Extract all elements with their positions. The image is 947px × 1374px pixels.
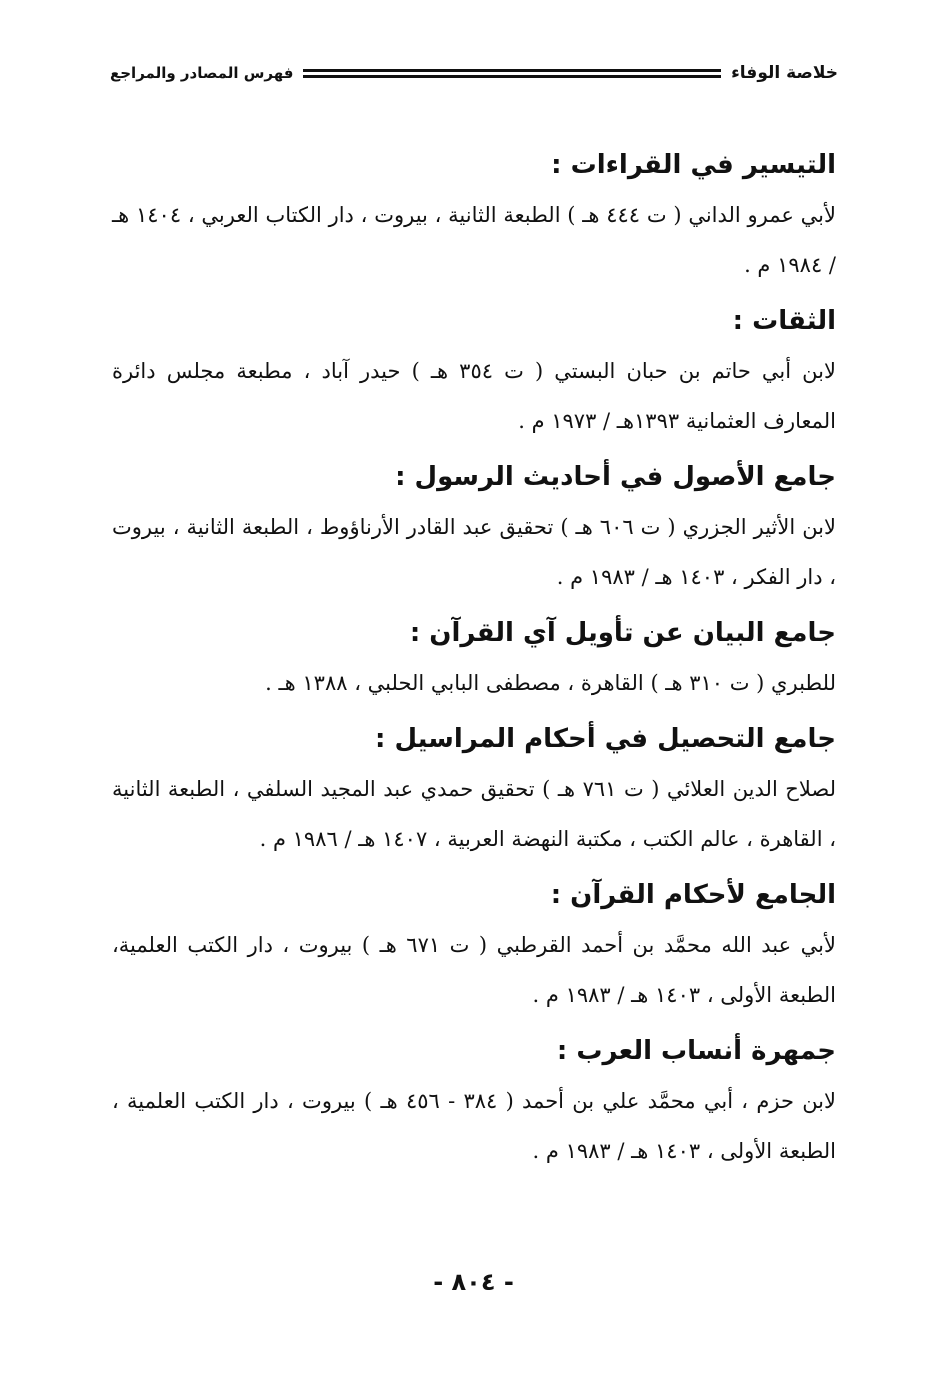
entry-title: جامع الأصول في أحاديث الرسول : — [395, 462, 836, 492]
entry-body: لصلاح الدين العلائي ( ت ٧٦١ هـ ) تحقيق حمدي عبد المجيد السلفي ، الطبعة الثانية ، القاهرة ، عالم الكتب ، مكتبة النهضة العربية ، ١٤٠٧ هـ / ١٩٨٦ م . — [112, 777, 836, 851]
running-header — [110, 56, 838, 90]
header-book-title: خلاصة الوفاء — [731, 63, 838, 83]
entry-body: لأبي عمرو الداني ( ت ٤٤٤ هـ ) الطبعة الثانية ، بيروت ، دار الكتاب العربي ، ١٤٠٤ هـ / ١٩٨٤ م . — [112, 203, 837, 277]
entry-title: الثقات : — [732, 306, 836, 336]
entry-title: جامع التحصيل في أحكام المراسيل : — [375, 724, 836, 754]
bibliography-entry — [112, 1026, 836, 1176]
entry-body: لابن أبي حاتم بن حبان البستي ( ت ٣٥٤ هـ ) حيدر آباد ، مطبعة مجلس دائرة المعارف العثمانية ١٣٩٣هـ / ١٩٧٣ م . — [112, 359, 836, 433]
header-section-title: فهرس المصادر والمراجع — [110, 64, 294, 82]
bibliography-entry — [112, 452, 836, 602]
entry-body: للطبري ( ت ٣١٠ هـ ) القاهرة ، مصطفى البابي الحلبي ، ١٣٨٨ هـ . — [265, 671, 836, 695]
entry-title: جمهرة أنساب العرب : — [556, 1036, 836, 1066]
entry-title: الجامع لأحكام القرآن : — [550, 880, 836, 910]
page-number: - ٨٠٤ - — [433, 1268, 514, 1296]
entry-title: التيسير في القراءات : — [551, 150, 836, 180]
bibliography-entry — [112, 714, 836, 864]
bibliography-entry — [112, 870, 836, 1020]
entry-title: جامع البيان عن تأويل آي القرآن : — [409, 618, 836, 648]
bibliography-entry — [112, 140, 836, 290]
bibliography-entry — [112, 296, 836, 446]
entry-body: لابن الأثير الجزري ( ت ٦٠٦ هـ ) تحقيق عبد القادر الأرناؤوط ، الطبعة الثانية ، بيروت ، دار الفكر ، ١٤٠٣ هـ / ١٩٨٣ م . — [112, 515, 836, 589]
bibliography-entry — [112, 608, 836, 708]
entry-body: لأبي عبد الله محمَّد بن أحمد القرطبي ( ت ٦٧١ هـ ) بيروت ، دار الكتب العلمية، الطبعة الأولى ، ١٤٠٣ هـ / ١٩٨٣ م . — [112, 933, 836, 1007]
entry-body: لابن حزم ، أبي محمَّد علي بن أحمد ( ٣٨٤ - ٤٥٦ هـ ) بيروت ، دار الكتب العلمية ، الطبعة الأولى ، ١٤٠٣ هـ / ١٩٨٣ م . — [112, 1089, 836, 1163]
bibliography-list — [112, 140, 836, 1182]
header-double-rule — [303, 69, 721, 78]
